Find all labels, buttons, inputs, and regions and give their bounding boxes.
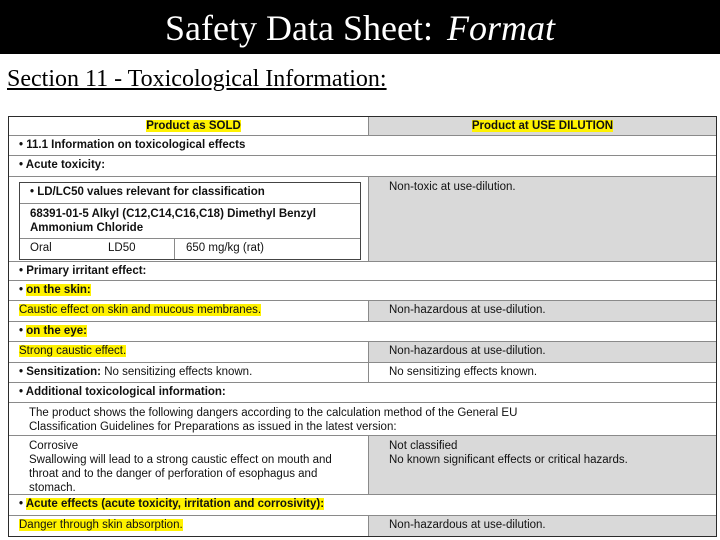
row-11-1-label: • 11.1 Information on toxicological effects xyxy=(19,139,246,151)
header-dilution-cell xyxy=(369,117,716,135)
row-acute-effects xyxy=(9,495,716,516)
ld50-substance: 68391-01-5 Alkyl (C12,C14,C16,C18) Dimethyl Benzyl Ammonium Chloride xyxy=(20,204,360,239)
ld50-cell xyxy=(9,177,369,261)
acute-effects-cell xyxy=(9,495,716,515)
slide-title-italic: Format xyxy=(446,8,555,48)
danger-dilution: Non-hazardous at use-dilution. xyxy=(369,516,716,536)
row-additional-text xyxy=(9,403,716,436)
on-skin-label-cell xyxy=(9,281,716,300)
row-corrosive xyxy=(9,436,716,495)
ld50-inner-table xyxy=(19,182,361,260)
eye-sold-cell xyxy=(9,342,369,362)
danger-sold-cell xyxy=(9,516,369,536)
row-danger xyxy=(9,516,716,536)
on-skin-label: on the skin: xyxy=(26,284,91,296)
section-heading: Section 11 - Toxicological Information: xyxy=(7,66,387,92)
row-skin-values xyxy=(9,301,716,322)
eye-sold: Strong caustic effect. xyxy=(19,345,127,357)
header-sold: Product as SOLD xyxy=(146,120,241,132)
row-on-eye xyxy=(9,322,716,342)
ld50-value: 650 mg/kg (rat) xyxy=(186,242,264,254)
slide-title: Safety Data Sheet: xyxy=(165,8,433,48)
sensitization-cell xyxy=(9,363,369,382)
corrosive-cell xyxy=(9,436,369,494)
sensitization-dilution: No sensitizing effects known. xyxy=(389,366,538,378)
sds-table xyxy=(8,116,717,537)
eye-dilution: Non-hazardous at use-dilution. xyxy=(369,342,716,362)
on-eye-label: on the eye: xyxy=(26,325,87,337)
skin-sold: Caustic effect on skin and mucous membranes. xyxy=(19,304,262,316)
sensitization-label: • Sensitization: xyxy=(19,366,101,378)
acute-effects-label: Acute effects (acute toxicity, irritation and corrosivity): xyxy=(25,498,325,510)
row-primary-irritant xyxy=(9,262,716,281)
row-ld50 xyxy=(9,177,716,262)
danger-sold: Danger through skin absorption. xyxy=(19,519,183,531)
bullet: • xyxy=(19,498,24,510)
skin-sold-cell xyxy=(9,301,369,321)
swallowing-warning: Swallowing will lead to a strong caustic effect on mouth and throat and to the danger of perforation of esophagus and stomach. xyxy=(29,454,332,494)
bullet: • xyxy=(19,325,24,337)
row-acute-toxicity xyxy=(9,156,716,177)
header-row xyxy=(9,117,716,136)
classification-cell xyxy=(369,436,716,494)
additional-text: The product shows the following dangers according to the calculation method of the General EU Classification Guidelines for Preparations as issued in the latest version: xyxy=(29,407,518,433)
primary-irritant-label: • Primary irritant effect: xyxy=(19,265,147,277)
header-sold-cell xyxy=(9,117,369,135)
ld50-route: Oral xyxy=(30,242,52,254)
skin-dilution: Non-hazardous at use-dilution. xyxy=(369,301,716,321)
ld50-values-row xyxy=(20,239,360,259)
row-on-skin xyxy=(9,281,716,301)
ld50-type: LD50 xyxy=(108,242,136,254)
row-11-1 xyxy=(9,136,716,156)
additional-info-label: • Additional toxicological information: xyxy=(19,386,226,398)
corrosive: Corrosive xyxy=(29,440,79,452)
on-eye-label-cell xyxy=(9,322,716,341)
bullet: • xyxy=(19,284,24,296)
no-known-effects: No known significant effects or critical hazards. xyxy=(389,454,628,466)
ld50-heading: • LD/LC50 values relevant for classification xyxy=(20,183,360,204)
acute-toxicity-label: • Acute toxicity: xyxy=(19,159,106,171)
not-classified: Not classified xyxy=(389,440,458,452)
header-dilution: Product at USE DILUTION xyxy=(471,120,614,132)
row-eye-values xyxy=(9,342,716,363)
sensitization-sold: No sensitizing effects known. xyxy=(104,366,253,378)
acute-dilution: Non-toxic at use-dilution. xyxy=(369,177,716,261)
slide-title-banner xyxy=(0,0,720,54)
row-additional-info xyxy=(9,383,716,403)
row-sensitization xyxy=(9,363,716,383)
